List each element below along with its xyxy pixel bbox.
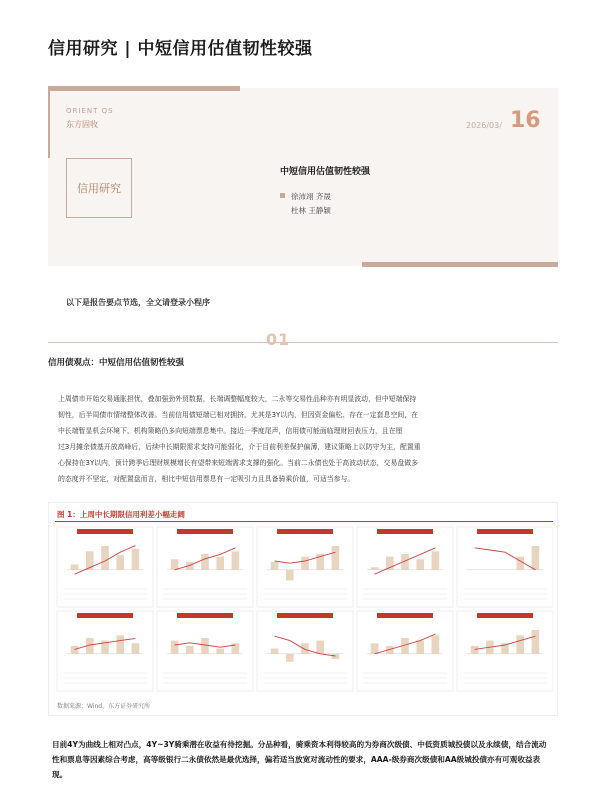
category-tag-label: 信用研究 <box>77 182 121 195</box>
mini-chart-bar <box>432 551 440 569</box>
mini-chart-bar <box>416 559 424 570</box>
mini-chart-header <box>377 529 433 534</box>
mini-chart-bar <box>116 555 124 570</box>
mini-chart-bar <box>71 565 79 570</box>
body-line: 的态度并不坚定，对配置盘而言，相比中短信用票息有一定吸引力且具备骑乘价值，可适当参与。 <box>58 475 355 483</box>
body-line: 过3月摊余债基开放高峰后，后续中长期限需求支持可能弱化，介于目前利差保护偏薄，建议策略上以防守为主，配置重 <box>58 443 421 451</box>
mini-chart-bar <box>471 646 479 654</box>
mini-chart-bar <box>201 554 209 570</box>
figure-title: 图 1：上周中长期限信用利差小幅走阔 <box>57 510 185 519</box>
mini-chart-bar <box>171 641 179 654</box>
mini-chart-bar <box>286 570 294 581</box>
mini-chart-bar <box>116 635 124 653</box>
mini-chart-header <box>177 529 233 534</box>
cover-heading: 中短信用估值韧性较强 <box>280 167 371 177</box>
mini-chart-header <box>277 613 333 618</box>
page-title: 信用研究 | 中短信用估值韧性较强 <box>48 39 313 59</box>
mini-chart-bar <box>532 630 540 654</box>
figure-chart-grid <box>55 525 553 695</box>
mini-chart-header <box>477 613 533 618</box>
mini-chart-bar <box>216 649 224 654</box>
mini-chart-bar <box>286 654 294 662</box>
mini-chart-bar <box>71 646 79 654</box>
mini-chart-bar <box>216 557 224 570</box>
mini-chart-bar <box>316 641 324 654</box>
mini-chart-bar <box>416 641 424 654</box>
figure <box>48 502 558 716</box>
mini-chart-bar <box>532 546 540 570</box>
mini-chart-bar <box>371 567 379 570</box>
mini-chart-header <box>177 613 233 618</box>
mini-chart-bar <box>332 654 340 659</box>
category-tag <box>66 158 132 218</box>
mini-chart-header <box>377 613 433 618</box>
excerpt-notice: 以下是报告要点节选，全文请登录小程序 <box>66 298 210 307</box>
figure-source: 数据来源：Wind，东方证券研究所 <box>57 703 151 710</box>
author-bullet <box>280 193 285 198</box>
mini-chart-bar <box>171 559 179 570</box>
body-line: 韧性，后半周债市情绪整体改善。当前信用债短端已相对拥挤，尤其是3Y以内，但因资金偏松、存在一定套息空间，在 <box>58 411 419 419</box>
mini-chart-header <box>77 529 133 534</box>
mini-chart-bar <box>271 649 279 654</box>
mini-chart-bar <box>301 643 309 654</box>
authors-line-2: 杜林 王静颖 <box>291 206 331 215</box>
conclusion-paragraph: 目前4Y为曲线上相对凸点，4Y~3Y骑乘潜在收益有待挖掘。分品种看，骑乘资本利得较高的为券商次级债、中低资质城投债以及永续债，结合流动性和票息等因素综合考虑，高等级银行二永债依然是最优选择，偏若适当放宽对流动性的要求，AAA-级券商次级债和AA级城投债亦有可观收益表现。 <box>52 740 547 779</box>
cover-top-bar <box>48 86 240 91</box>
mini-chart-bar <box>516 557 524 570</box>
body-line: 心保持在3Y以内，预计跨季后理财规模增长有望带来短端需求支撑的强化。当前二永债也处于高波动状态，交易盘做多 <box>58 459 419 467</box>
body-line: 中长端暂显机会环境下，机构策略仍多向短端票息集中。接近一季度尾声，信用债可能面临理财回表压力，且在厘 <box>58 427 403 435</box>
mini-chart-header <box>477 529 533 534</box>
mini-chart-header <box>77 613 133 618</box>
mini-chart-bar <box>332 546 340 570</box>
mini-chart-bar <box>301 557 309 570</box>
mini-chart-bar <box>86 551 94 569</box>
body-paragraph <box>58 391 550 487</box>
brand-cn: 东方固收 <box>66 120 98 129</box>
figure-title-rule <box>55 521 553 522</box>
cover-bottom-bar <box>362 262 558 267</box>
mini-chart-header <box>277 529 333 534</box>
mini-chart-bar <box>132 549 140 570</box>
section-divider <box>48 342 558 343</box>
section-title: 信用债观点：中短信用估值韧性较强 <box>48 358 185 368</box>
date-day: 16 <box>510 108 541 133</box>
date-prefix: 2026/03/ <box>466 121 502 130</box>
mini-chart-bar <box>271 562 279 570</box>
body-line: 上周债市开始交易通胀担忧，叠加强劲外贸数据，长端调整幅度较大，二永等交易性品种亦有明显波动，但中短端保持 <box>58 395 417 403</box>
mini-chart-bar <box>232 551 240 569</box>
authors-line-1: 徐沛翊 齐晟 <box>291 192 331 201</box>
mini-chart-bar <box>101 546 109 570</box>
cover-left-bar <box>48 86 50 158</box>
mini-chart-bar <box>186 646 194 654</box>
mini-chart-bar <box>516 635 524 653</box>
brand-en: ORIENT QS <box>66 107 114 115</box>
mini-chart-bar <box>371 643 379 654</box>
section-number: 01 <box>266 330 291 349</box>
mini-chart-bar <box>232 643 240 654</box>
mini-chart-bar <box>201 638 209 654</box>
mini-chart-bar <box>132 643 140 654</box>
mini-chart-bar <box>432 635 440 653</box>
